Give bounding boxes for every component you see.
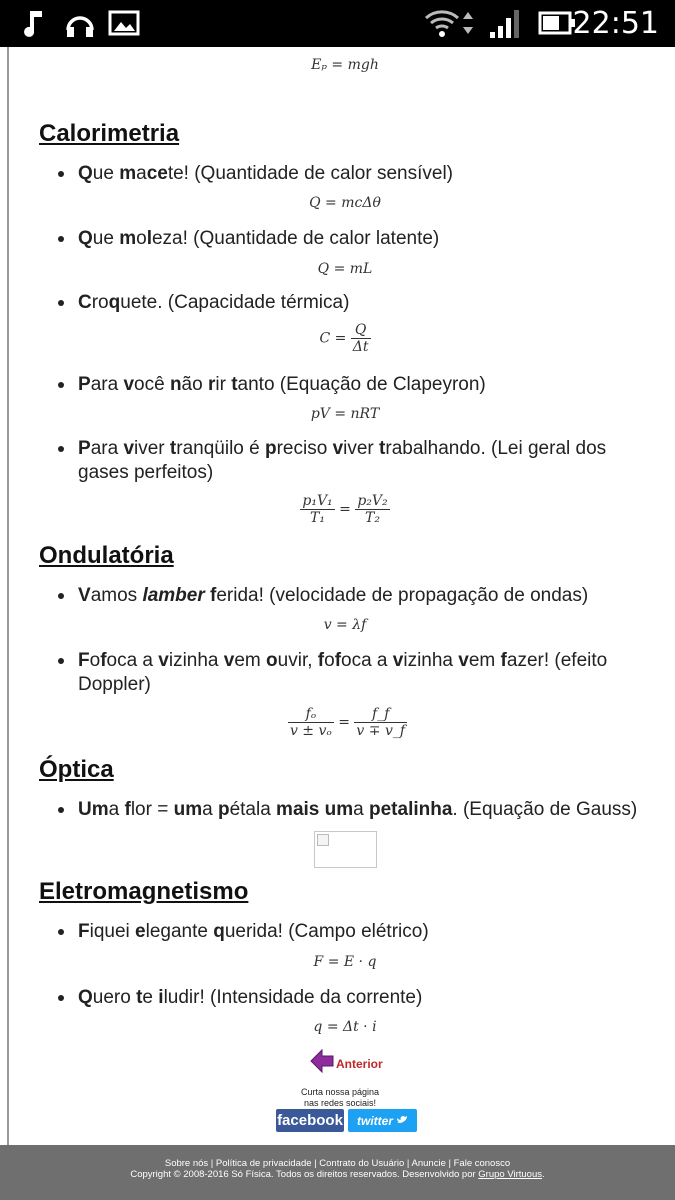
formula-potential-energy: Eₚ = mgh	[311, 57, 379, 73]
wifi-icon	[424, 8, 460, 43]
list-item: Para viver tranqüilo é preciso viver trabalhando. (Lei geral dos gases perfeitos)	[78, 438, 607, 483]
bullet	[58, 995, 64, 1001]
bullet	[58, 171, 64, 177]
list-item: Para você não rir tanto (Equação de Clapeyron)	[78, 374, 486, 395]
headset-icon	[64, 8, 96, 43]
bullet	[58, 300, 64, 306]
heading-ondulatoria: Ondulatória	[39, 542, 174, 569]
heading-calorimetria: Calorimetria	[39, 120, 180, 147]
music-note-icon	[20, 8, 46, 43]
formula-fraction: $\frac{\text{fₒ}}{\text{v ± vₒ}}$ = $\frac{f\_f}{v \mp v\_f}$	[289, 706, 406, 739]
twitter-button[interactable]: twitter	[348, 1109, 417, 1132]
bullet	[58, 807, 64, 813]
list-item: Quero te iludir! (Intensidade da corrente)	[78, 987, 423, 1008]
site-footer	[0, 1145, 675, 1200]
status-bar	[0, 0, 675, 47]
previous-page-link[interactable]	[310, 1048, 383, 1079]
bullet	[58, 446, 64, 452]
broken-image-icon	[317, 834, 329, 846]
footer-link-privacidade[interactable]: Política de privacidade	[215, 1158, 312, 1169]
footer-link-anuncie[interactable]: Anuncie	[411, 1158, 446, 1169]
signal-icon	[488, 8, 522, 45]
formula-fraction: C = $\frac{Q}{\Delta t}$	[319, 322, 369, 355]
heading-eletromagnetismo: Eletromagnetismo	[39, 878, 249, 905]
formula-fraction: $\frac{\text{p₁V₁}}{\text{T₁}}$ = $\frac{\text{p₂V₂}}{\text{T₂}}$	[302, 493, 388, 526]
bullet	[58, 658, 64, 664]
list-item: Que moleza! (Quantidade de calor latente)	[78, 228, 440, 249]
clock-time: 22:51	[572, 6, 659, 41]
bullet	[58, 382, 64, 388]
facebook-button[interactable]: facebook	[276, 1109, 344, 1132]
list-item: Fofoca a vizinha vem ouvir, fofoca a vizinha vem fazer! (efeito Doppler)	[78, 650, 608, 695]
image-icon	[108, 8, 140, 43]
footer-developer-link[interactable]: Grupo Virtuous	[478, 1169, 543, 1180]
footer-links: Sobre nós | Política de privacidade | Contrato do Usuário | Anuncie | Fale conosco	[164, 1158, 511, 1169]
footer-copyright: Copyright © 2008-2016 Só Física. Todos os direitos reservados. Desenvolvido por Grupo Virtuous.	[130, 1169, 545, 1180]
heading-optica: Óptica	[39, 756, 114, 783]
footer-link-contato[interactable]: Fale conosco	[453, 1158, 511, 1169]
twitter-bird-icon	[396, 1114, 408, 1128]
previous-page-label: Anterior	[336, 1056, 383, 1071]
bullet	[58, 593, 64, 599]
footer-link-sobre[interactable]: Sobre nós	[164, 1158, 209, 1169]
bullet	[58, 929, 64, 935]
broken-image-placeholder	[314, 831, 377, 868]
social-caption: Curta nossa página nas redes sociais!	[300, 1087, 380, 1108]
data-arrows-icon	[462, 8, 474, 43]
page-left-border	[7, 47, 9, 1145]
formula: v = λf	[323, 617, 367, 633]
list-item: Fiquei elegante querida! (Campo elétrico)	[78, 921, 429, 942]
list-item: Croquete. (Capacidade térmica)	[78, 292, 350, 313]
list-item: Que macete! (Quantidade de calor sensível)	[78, 163, 453, 184]
formula: F = E · q	[313, 954, 377, 970]
list-item: Vamos lamber ferida! (velocidade de propagação de ondas)	[78, 585, 589, 606]
formula: Q = mL	[317, 261, 373, 277]
formula: pV = nRT	[310, 406, 380, 422]
bullet	[58, 236, 64, 242]
formula: Q = mcΔθ	[309, 195, 381, 211]
formula: q = Δt · i	[313, 1019, 377, 1035]
arrow-left-icon	[310, 1048, 334, 1079]
footer-link-contrato[interactable]: Contrato do Usuário	[319, 1158, 405, 1169]
list-item: Uma flor = uma pétala mais uma petalinha. (Equação de Gauss)	[78, 799, 638, 820]
